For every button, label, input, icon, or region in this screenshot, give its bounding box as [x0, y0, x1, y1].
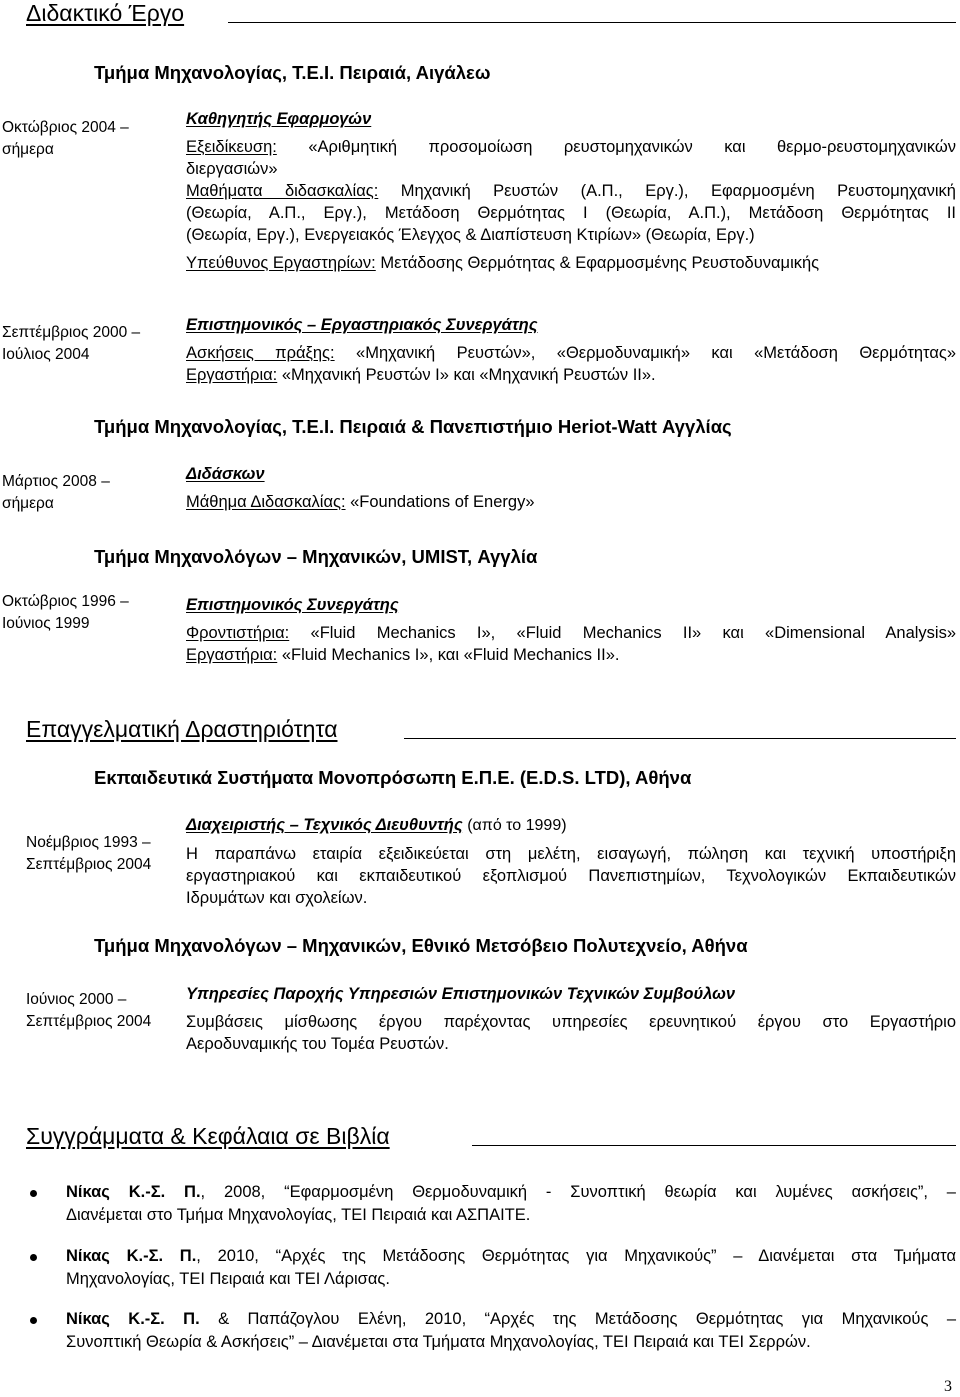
institution-tei-piraeus: Τμήμα Μηχανολογίας, Τ.Ε.Ι. Πειραιά, Αιγάλεω [94, 62, 491, 83]
section-rule-professional [404, 738, 956, 739]
date-range-e1: Οκτώβριος 2004 – σήμερα [2, 119, 129, 158]
entry-lab-associate: Επιστημονικός – Εργαστηριακός Συνεργάτης Ασκήσεις πράξης: «Μηχανική Ρευστών», «Θερμοδυναμική» και «Μετάδοση Θερμότητας» Εργαστήρια: «Μηχανική Ρευστών Ι» και «Μηχανική Ρευστών ΙΙ». [186, 316, 956, 384]
entry-technical-director: Διαχειριστής – Τεχνικός Διευθυντής (από το 1999) Η παραπάνω εταιρία εξειδικεύεται στη μελέτη, εισαγωγή, πώληση και τεχνική υποστήριξη εργαστηριακού και εκπαιδευτικού εξοπλισμού Πανεπιστημίων, Τεχνολογικών Εκπαιδευτικών Ιδρυμάτων και σχολείων. [186, 816, 956, 907]
role-title: Καθηγητής Εφαρμογών [186, 110, 372, 128]
book-item-2: Νίκας Κ.-Σ. Π., 2010, “Αρχές της Μετάδοσης Θερμότητας για Μηχανικούς” – Διανέμεται στα Τμήματα Μηχανολογίας, ΤΕΙ Πειραιά και ΤΕΙ Λάρισας. [66, 1245, 956, 1291]
role-title: Διαχειριστής – Τεχνικός Διευθυντής [186, 816, 463, 834]
entry-research-associate: Επιστημονικός Συνεργάτης Φροντιστήρια: «Fluid Mechanics I», «Fluid Mechanics II» και «Dimensional Analysis» Εργαστήρια: «Fluid Mechanics I», και «Fluid Mechanics II». [186, 596, 957, 664]
section-rule-books [472, 1145, 956, 1146]
page-number: 3 [944, 1378, 952, 1395]
role-title: Επιστημονικός Συνεργάτης [186, 596, 399, 614]
role-title: Επιστημονικός – Εργαστηριακός Συνεργάτης [186, 316, 538, 334]
bullet-icon [30, 1317, 37, 1324]
date-range-e4: Οκτώβριος 1996 – Ιούνιος 1999 [2, 593, 129, 632]
section-title-teaching: Διδακτικό Έργο [26, 0, 185, 26]
date-range-p2: Ιούνιος 2000 – Σεπτέμβριος 2004 [26, 991, 152, 1030]
date-range-e3: Μάρτιος 2008 – σήμερα [2, 473, 110, 512]
entry-lecturer: Διδάσκων Μάθημα Διδασκαλίας: «Foundations of Energy» [186, 463, 956, 513]
book-item-1: Νίκας Κ.-Σ. Π., 2008, “Εφαρμοσμένη Θερμοδυναμική - Συνοπτική θεωρία και λυμένες ασκήσεις”, – Διανέμεται στο Τμήμα Μηχανολογίας, ΤΕΙ Πειραιά και ΑΣΠΑΙΤΕ. [66, 1181, 956, 1227]
entry-professor: Καθηγητής Εφαρμογών Εξειδίκευση: «Αριθμητική προσομοίωση ρευστομηχανικών και θερμο-ρευστομηχανικών διεργασιών» Μαθήματα διδασκαλίας: Μηχανική Ρευστών (Α.Π., Εργ.), Εφαρμοσμένη Ρευστομηχανική (Θεωρία, Α.Π., Εργ.), Μετάδοση Θερμότητας Ι (Θεωρία, Α.Π.), Μετάδοση Θερμότητας ΙΙ (Θεωρία, Εργ.), Ενεργειακός Έλεγχος & Διαπίστευση Κτιρίων» (Θεωρία, Εργ.) Υπεύθυνος Εργαστηρίων: Μετάδοσης Θερμότητας & Εφαρμοσμένης Ρευστοδυναμικής [186, 110, 956, 272]
institution-ntua: Τμήμα Μηχανολόγων – Μηχανικών, Εθνικό Μετσόβειο Πολυτεχνείο, Αθήνα [94, 935, 748, 956]
date-range-e2: Σεπτέμβριος 2000 – Ιούλιος 2004 [2, 324, 141, 363]
bullet-icon [30, 1254, 37, 1261]
book-item-3: Νίκας Κ.-Σ. Π. & Παπάζογλου Ελένη, 2010, “Αρχές της Μετάδοσης Θερμότητας για Μηχανικούς – Συνοπτική Θεωρία & Ασκήσεις” – Διανέμεται στα Τμήματα Μηχανολογίας, ΤΕΙ Πειραιά και ΤΕΙ Σερρών. [66, 1308, 956, 1354]
institution-eds: Εκπαιδευτικά Συστήματα Μονοπρόσωπη Ε.Π.Ε. (E.D.S. LTD), Αθήνα [94, 767, 692, 788]
institution-umist: Τμήμα Μηχανολόγων – Μηχανικών, UMIST, Αγγλία [94, 546, 538, 567]
bullet-icon [30, 1190, 37, 1197]
section-title-professional: Επαγγελματική Δραστηριότητα [26, 716, 338, 742]
section-title-books: Συγγράμματα & Κεφάλαια σε Βιβλία [26, 1123, 390, 1149]
role-title: Υπηρεσίες Παροχής Υπηρεσιών Επιστημονικών Τεχνικών Συμβούλων [186, 985, 736, 1003]
role-title: Διδάσκων [186, 465, 265, 483]
section-rule-teaching [228, 22, 956, 23]
entry-consultant-services: Υπηρεσίες Παροχής Υπηρεσιών Επιστημονικών Τεχνικών Συμβούλων Συμβάσεις μίσθωσης έργου παρέχοντας υπηρεσίες ερευνητικού έργου στο Εργαστήριο Αεροδυναμικής του Τομέα Ρευστών. [186, 985, 956, 1053]
institution-heriot-watt: Τμήμα Μηχανολογίας, Τ.Ε.Ι. Πειραιά & Πανεπιστήμιο Heriot-Watt Αγγλίας [94, 416, 732, 437]
date-range-p1: Νοέμβριος 1993 – Σεπτέμβριος 2004 [26, 834, 152, 873]
